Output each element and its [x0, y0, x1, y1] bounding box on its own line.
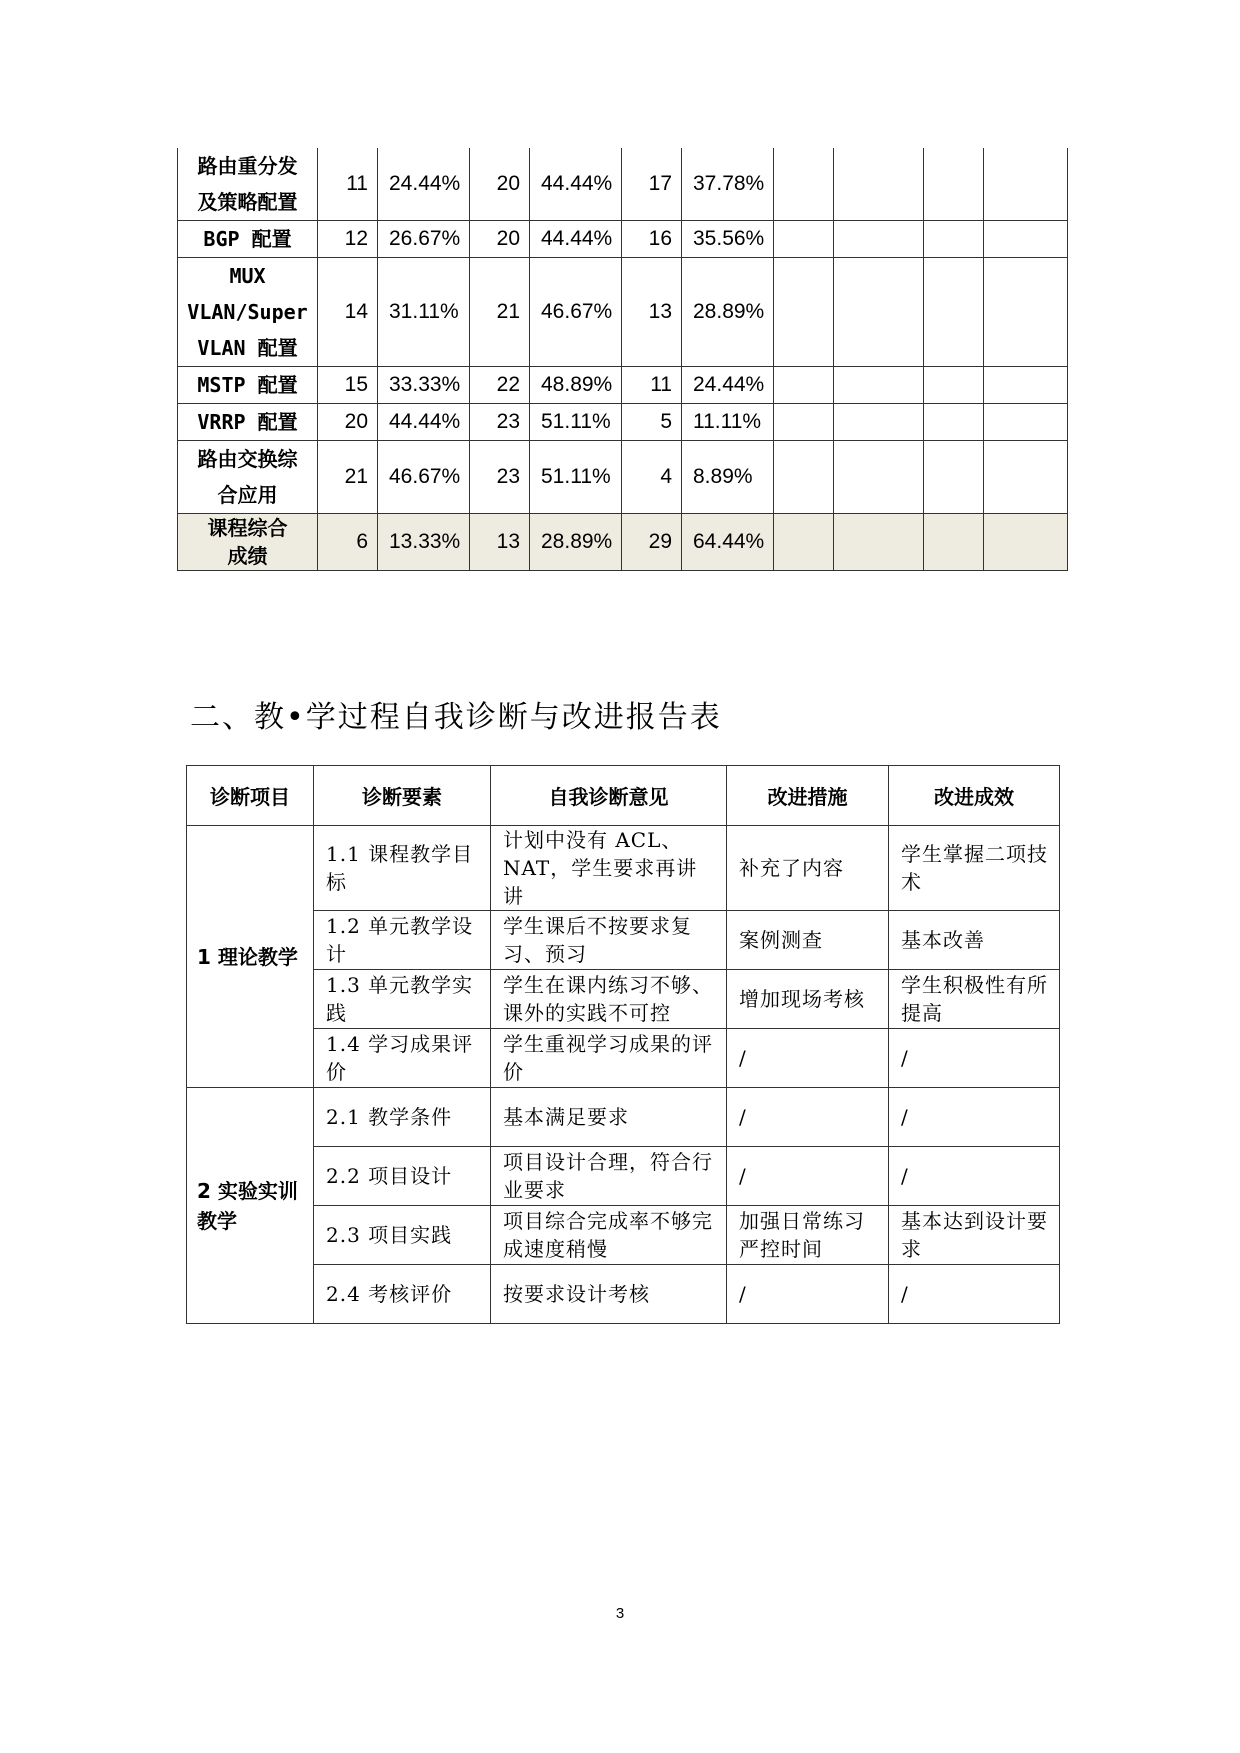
table-row [187, 1088, 1060, 1147]
table-row [178, 514, 1068, 571]
percent-cell: 31.11% [378, 258, 470, 367]
empty-cell [984, 221, 1068, 258]
effect-cell: 学生积极性有所提高 [889, 970, 1060, 1029]
percent-cell: 28.89% [530, 514, 622, 571]
table-row [187, 1029, 1060, 1088]
table-row [178, 441, 1068, 514]
category-cell: 1 理论教学 [187, 826, 314, 1088]
table-row [178, 367, 1068, 404]
count-cell: 11 [318, 148, 378, 221]
topic-cell [178, 148, 318, 221]
percent-cell: 46.67% [530, 258, 622, 367]
measure-cell: / [727, 1088, 889, 1147]
percent-cell: 33.33% [378, 367, 470, 404]
percent-cell: 44.44% [530, 148, 622, 221]
topic-line: BGP 配置 [203, 227, 292, 251]
table-row [187, 970, 1060, 1029]
element-cell: 2.2 项目设计 [314, 1147, 491, 1206]
count-cell: 5 [622, 404, 682, 441]
header-cell: 诊断项目 [187, 766, 314, 826]
topic-line: 成绩 [227, 544, 268, 568]
topic-line: 及策略配置 [197, 190, 298, 214]
header-cell: 诊断要素 [314, 766, 491, 826]
percent-cell: 37.78% [682, 148, 774, 221]
empty-cell [774, 367, 834, 404]
topic-line: 课程综合 [207, 516, 288, 540]
report-title: 二、教•学过程自我诊断与改进报告表 [190, 700, 722, 735]
effect-cell: 学生掌握二项技术 [889, 826, 1060, 911]
empty-cell [834, 258, 924, 367]
opinion-cell: 学生重视学习成果的评价 [491, 1029, 727, 1088]
topic-line: 合应用 [217, 483, 278, 507]
opinion-cell: 学生在课内练习不够、课外的实践不可控 [491, 970, 727, 1029]
count-cell: 4 [622, 441, 682, 514]
table-row [178, 404, 1068, 441]
empty-cell [984, 404, 1068, 441]
opinion-cell: 基本满足要求 [491, 1088, 727, 1147]
topic-line: MUX [229, 264, 266, 288]
count-cell: 11 [622, 367, 682, 404]
empty-cell [984, 258, 1068, 367]
measure-cell: 加强日常练习严控时间 [727, 1206, 889, 1265]
header-cell: 改进措施 [727, 766, 889, 826]
empty-cell [924, 367, 984, 404]
count-cell: 22 [470, 367, 530, 404]
percent-cell: 44.44% [530, 221, 622, 258]
count-cell: 13 [470, 514, 530, 571]
percent-cell: 26.67% [378, 221, 470, 258]
opinion-cell: 计划中没有 ACL、NAT，学生要求再讲讲 [491, 826, 727, 911]
element-cell: 2.1 教学条件 [314, 1088, 491, 1147]
count-cell: 21 [318, 441, 378, 514]
empty-cell [834, 514, 924, 571]
empty-cell [774, 258, 834, 367]
count-cell: 29 [622, 514, 682, 571]
opinion-cell: 项目综合完成率不够完成速度稍慢 [491, 1206, 727, 1265]
topic-line: VLAN 配置 [197, 336, 298, 360]
count-cell: 21 [470, 258, 530, 367]
measure-cell: 案例测查 [727, 911, 889, 970]
empty-cell [924, 258, 984, 367]
topic-line: 路由重分发 [197, 154, 298, 178]
topic-cell [178, 258, 318, 367]
element-cell: 1.2 单元教学设计 [314, 911, 491, 970]
table-row [187, 1206, 1060, 1265]
opinion-cell: 项目设计合理，符合行业要求 [491, 1147, 727, 1206]
percent-cell: 8.89% [682, 441, 774, 514]
topic-cell [178, 514, 318, 571]
percent-cell: 44.44% [378, 404, 470, 441]
header-cell: 改进成效 [889, 766, 1060, 826]
table-row [187, 826, 1060, 911]
measure-cell: / [727, 1029, 889, 1088]
table-row [178, 148, 1068, 221]
element-cell: 1.4 学习成果评价 [314, 1029, 491, 1088]
header-row [187, 766, 1060, 826]
percent-cell: 35.56% [682, 221, 774, 258]
count-cell: 23 [470, 441, 530, 514]
empty-cell [774, 221, 834, 258]
opinion-cell: 学生课后不按要求复习、预习 [491, 911, 727, 970]
percent-cell: 28.89% [682, 258, 774, 367]
percent-cell: 48.89% [530, 367, 622, 404]
category-cell: 2 实验实训教学 [187, 1088, 314, 1324]
topic-line: VLAN/Super [187, 300, 308, 324]
empty-cell [984, 514, 1068, 571]
count-cell: 17 [622, 148, 682, 221]
effect-cell: / [889, 1265, 1060, 1324]
topic-cell [178, 404, 318, 441]
count-cell: 14 [318, 258, 378, 367]
topic-cell [178, 367, 318, 404]
count-cell: 6 [318, 514, 378, 571]
table-row [178, 221, 1068, 258]
element-cell: 2.4 考核评价 [314, 1265, 491, 1324]
count-cell: 20 [470, 221, 530, 258]
topic-cell [178, 441, 318, 514]
diagnosis-report-table [186, 765, 1060, 1324]
percent-cell: 64.44% [682, 514, 774, 571]
effect-cell: 基本达到设计要求 [889, 1206, 1060, 1265]
effect-cell: / [889, 1147, 1060, 1206]
percent-cell: 11.11% [682, 404, 774, 441]
element-cell: 1.3 单元教学实践 [314, 970, 491, 1029]
empty-cell [924, 221, 984, 258]
count-cell: 23 [470, 404, 530, 441]
percent-cell: 46.67% [378, 441, 470, 514]
empty-cell [834, 404, 924, 441]
table-row [178, 258, 1068, 367]
count-cell: 20 [318, 404, 378, 441]
percent-cell: 51.11% [530, 441, 622, 514]
percent-cell: 51.11% [530, 404, 622, 441]
empty-cell [924, 148, 984, 221]
effect-cell: / [889, 1029, 1060, 1088]
table-row [187, 911, 1060, 970]
percent-cell: 24.44% [682, 367, 774, 404]
empty-cell [924, 404, 984, 441]
empty-cell [834, 148, 924, 221]
empty-cell [834, 441, 924, 514]
empty-cell [774, 441, 834, 514]
effect-cell: / [889, 1088, 1060, 1147]
topic-line: MSTP 配置 [197, 373, 298, 397]
empty-cell [984, 441, 1068, 514]
count-cell: 16 [622, 221, 682, 258]
element-cell: 1.1 课程教学目标 [314, 826, 491, 911]
count-cell: 12 [318, 221, 378, 258]
empty-cell [834, 367, 924, 404]
empty-cell [774, 148, 834, 221]
measure-cell: / [727, 1147, 889, 1206]
empty-cell [774, 514, 834, 571]
element-cell: 2.3 项目实践 [314, 1206, 491, 1265]
page-number: 3 [615, 1605, 625, 1622]
count-cell: 15 [318, 367, 378, 404]
topic-line: VRRP 配置 [197, 410, 298, 434]
table-row [187, 1147, 1060, 1206]
topic-line: 路由交换综 [197, 447, 298, 471]
empty-cell [984, 148, 1068, 221]
count-cell: 20 [470, 148, 530, 221]
empty-cell [924, 441, 984, 514]
topic-cell [178, 221, 318, 258]
grade-distribution-table [177, 148, 1068, 571]
percent-cell: 13.33% [378, 514, 470, 571]
measure-cell: 增加现场考核 [727, 970, 889, 1029]
measure-cell: 补充了内容 [727, 826, 889, 911]
header-cell: 自我诊断意见 [491, 766, 727, 826]
table-row [187, 1265, 1060, 1324]
empty-cell [834, 221, 924, 258]
measure-cell: / [727, 1265, 889, 1324]
count-cell: 13 [622, 258, 682, 367]
opinion-cell: 按要求设计考核 [491, 1265, 727, 1324]
empty-cell [924, 514, 984, 571]
empty-cell [774, 404, 834, 441]
effect-cell: 基本改善 [889, 911, 1060, 970]
percent-cell: 24.44% [378, 148, 470, 221]
empty-cell [984, 367, 1068, 404]
